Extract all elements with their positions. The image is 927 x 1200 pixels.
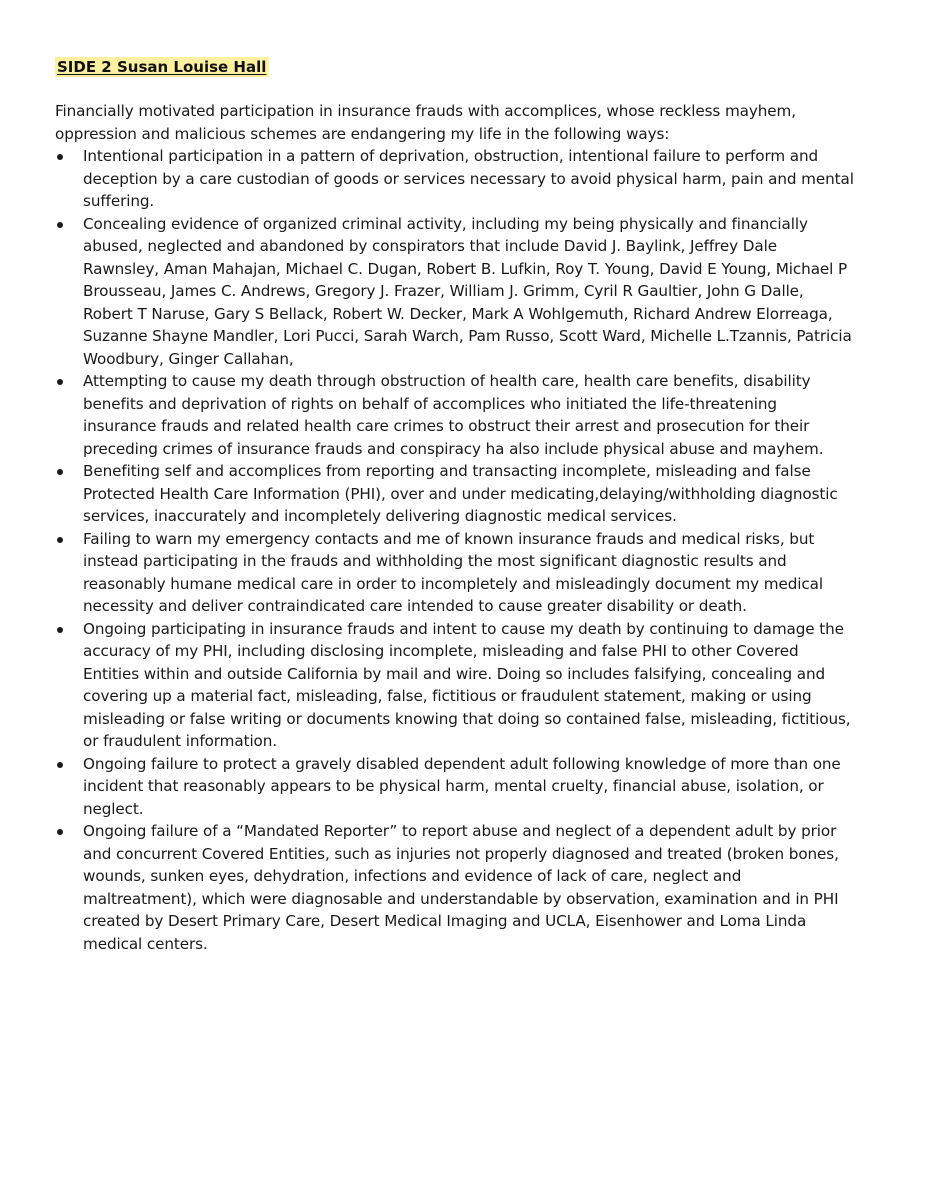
bullet-dot-icon	[57, 829, 63, 835]
heading-row	[55, 57, 855, 77]
bullet-text: Benefiting self and accomplices from reporting and transacting incomplete, misleading and false Protected Health Care Information (PHI), over and under medicating,delaying/withholding diagnostic services, inaccurately and incompletely delivering diagnostic medical services.	[83, 462, 838, 525]
document-page	[55, 57, 855, 955]
bullet-dot-icon	[57, 379, 63, 385]
bullet-item	[55, 145, 855, 213]
bullet-text: Intentional participation in a pattern of deprivation, obstruction, intentional failure to perform and deception by a care custodian of goods or services necessary to avoid physical harm, pain and mental suffering.	[83, 147, 854, 210]
bullet-item	[55, 460, 855, 528]
bullet-item	[55, 618, 855, 753]
bullet-text: Attempting to cause my death through obstruction of health care, health care benefits, disability benefits and deprivation of rights on behalf of accomplices who initiated the life-threatening insurance frauds and related health care crimes to obstruct their arrest and prosecution for their preceding crimes of insurance frauds and conspiracy ha also include physical abuse and mayhem.	[83, 372, 824, 458]
bullet-list	[55, 145, 855, 955]
bullet-dot-icon	[57, 222, 63, 228]
bullet-dot-icon	[57, 627, 63, 633]
bullet-text: Ongoing failure to protect a gravely disabled dependent adult following knowledge of more than one incident that reasonably appears to be physical harm, mental cruelty, financial abuse, isolation, or neglect.	[83, 754, 841, 818]
section-heading: SIDE 2 Susan Louise Hall	[55, 57, 269, 77]
bullet-item	[55, 213, 855, 371]
bullet-item	[55, 370, 855, 460]
bullet-item	[55, 753, 855, 821]
bullet-text: Concealing evidence of organized criminal activity, including my being physically and financially abused, neglected and abandoned by conspirators that include David J. Baylink, Jeffrey Dale Rawnsley, Aman Mahajan, Michael C. Dugan, Robert B. Lufkin, Roy T. Young, David E Young, Michael P Brousseau, James C. Andrews, Gregory J. Frazer, William J. Grimm, Cyril R Gaultier, John G Dalle, Robert T Naruse, Gary S Bellack, Robert W. Decker, Mark A Wohlgemuth, Richard Andrew Elorreaga, Suzanne Shayne Mandler, Lori Pucci, Sarah Warch, Pam Russo, Scott Ward, Michelle L.Tzannis, Patricia Woodbury, Ginger Callahan,	[83, 214, 852, 368]
bullet-item	[55, 820, 855, 955]
bullet-text: Ongoing failure of a “Mandated Reporter” to report abuse and neglect of a dependent adult by prior and concurrent Covered Entities, such as injuries not properly diagnosed and treated (broken bones, wounds, sunken eyes, dehydration, infections and evidence of lack of care, neglect and maltreatment), which were diagnosable and understandable by observation, examination and in PHI created by Desert Primary Care, Desert Medical Imaging and UCLA, Eisenhower and Loma Linda medical centers.	[83, 822, 839, 953]
bullet-dot-icon	[57, 154, 63, 160]
bullet-text: Ongoing participating in insurance frauds and intent to cause my death by continuing to damage the accuracy of my PHI, including disclosing incomplete, misleading and false PHI to other Covered Entities within and outside California by mail and wire. Doing so includes falsifying, concealing and covering up a material fact, misleading, false, fictitious or fraudulent statement, making or using misleading or false writing or documents knowing that doing so contained false, misleading, fictitious, or fraudulent information.	[83, 619, 851, 750]
bullet-dot-icon	[57, 469, 63, 475]
intro-paragraph: Financially motivated participation in insurance frauds with accomplices, whose reckless mayhem, oppression and malicious schemes are endangering my life in the following ways:	[55, 102, 796, 143]
bullet-dot-icon	[57, 762, 63, 768]
bullet-item	[55, 528, 855, 618]
bullet-dot-icon	[57, 537, 63, 543]
bullet-text: Failing to warn my emergency contacts and me of known insurance frauds and medical risks, but instead participating in the frauds and withholding the most significant diagnostic results and reasonably humane medical care in order to incompletely and misleadingly document my medical necessity and deliver contraindicated care intended to cause greater disability or death.	[83, 529, 823, 615]
